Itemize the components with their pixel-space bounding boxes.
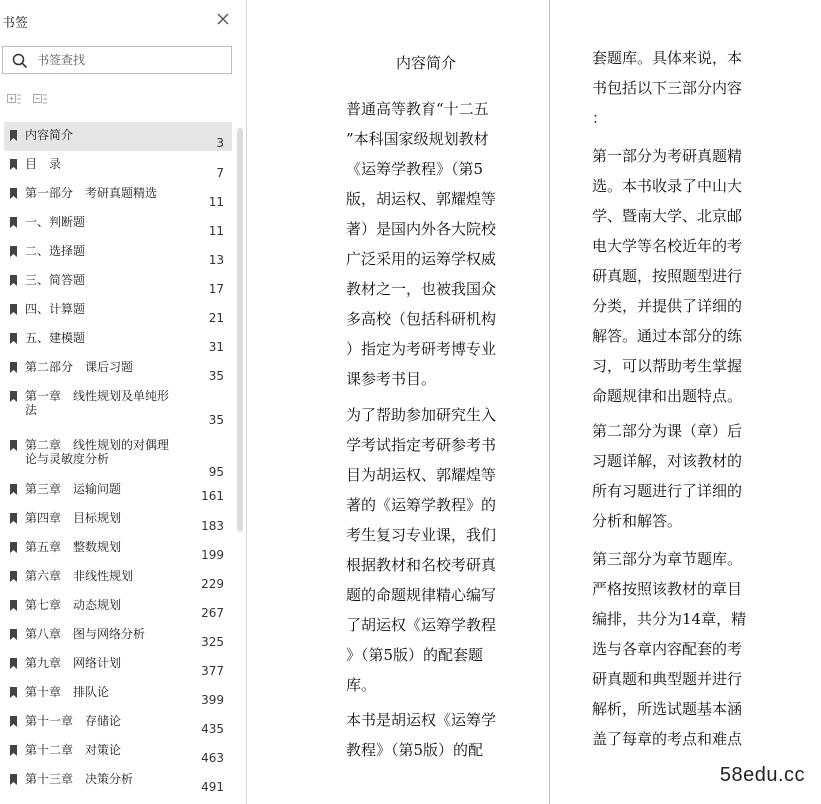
bookmark-label: 第十三章 决策分析 [25,772,134,786]
bookmark-icon [10,440,17,451]
bookmark-panel-title: 书签 [2,16,29,31]
bookmark-page-number: 11 [208,195,224,209]
bookmark-page-number: 13 [208,253,224,267]
bookmark-icon [10,542,17,553]
bookmark-item[interactable] [4,679,232,708]
bookmark-page-number: 199 [201,548,224,562]
paragraph: 第三部分为章节题库。 严格按照该教材的章目 编排，共分为14章，精 选与各章内容配套的考 研真题和典型题并进行 解析，所选试题基本涵 盖了每章的考点和难点 [592,550,747,748]
bookmark-label: 第十一章 存储论 [25,714,122,728]
bookmark-item[interactable] [4,505,232,534]
paragraph: 第二部分为课（章）后 习题详解，对该教材的 所有习题进行了详细的 分析和解答。 [592,422,743,530]
bookmark-item[interactable] [4,592,232,621]
bookmark-page-number: 21 [208,311,224,325]
bookmark-icon [10,275,17,286]
bookmark-icon [10,362,17,373]
bookmark-item[interactable] [4,238,232,267]
bookmark-label: 第三章 运输问题 [25,482,122,496]
bookmark-icon [10,658,17,669]
bookmark-icon [10,217,17,228]
bookmark-page-number: 399 [201,693,224,707]
bookmark-icon [10,600,17,611]
bookmark-item[interactable] [4,621,232,650]
bookmark-item[interactable] [4,325,232,354]
bookmark-label: 二、选择题 [25,244,86,258]
bookmark-label: 第八章 图与网络分析 [25,627,146,641]
bookmark-label: 内容简介 [25,128,74,142]
bookmark-item[interactable] [4,267,232,296]
bookmark-label: 五、建模题 [25,331,86,345]
bookmark-search-box[interactable] [2,46,232,74]
bookmark-page-number: 463 [201,751,224,765]
bookmark-page-number: 17 [208,282,224,296]
bookmark-icon [10,246,17,257]
bookmark-label: 一、判断题 [25,215,86,229]
bookmark-page-number: 35 [208,369,224,383]
bookmark-label: 第一章 线性规划及单纯形法 [25,389,170,417]
bookmark-label: 第十章 排队论 [25,685,110,699]
bookmark-page-number: 183 [201,519,224,533]
bookmark-label: 第七章 动态规划 [25,598,122,612]
document-page-left [251,0,550,804]
bookmark-label: 第四章 目标规划 [25,511,122,525]
bookmark-item[interactable] [4,737,232,766]
bookmark-label: 目 录 [25,157,62,171]
bookmark-label: 第九章 网络计划 [25,656,122,670]
bookmark-item[interactable] [4,151,232,180]
bookmark-icon [10,130,17,141]
paragraph: 本书是胡运权《运筹学 教程》（第5版）的配 [346,711,497,759]
bookmark-page-number: 267 [201,606,224,620]
bookmark-page-number: 11 [208,224,224,238]
bookmark-label: 四、计算题 [25,302,86,316]
bookmark-page-number: 325 [201,635,224,649]
bookmark-item[interactable] [4,296,232,325]
paragraph: 第一部分为考研真题精 选。本书收录了中山大 学、暨南大学、北京邮 电大学等名校近年的考 研真题，按照题型进行 分类，并提供了详细的 解答。通过本部分的练 习，可以帮助考生掌握 命题规律和出题特点。 [592,147,743,405]
bookmark-icon [10,774,17,785]
bookmark-item[interactable] [4,563,232,592]
bookmark-label: 三、简答题 [25,273,86,287]
bookmark-search-input[interactable] [37,50,225,70]
watermark: 58edu.cc [719,764,805,786]
paragraph: 普通高等教育“十二五 ”本科国家级规划教材 《运筹学教程》（第5 版，胡运权、郭耀煌等 著）是国内外各大院校 广泛采用的运筹学权威 教材之一，也被我国众 多高校（包括科研机构 ）指定为考研考博专业 课参考书目。 [346,100,497,388]
bookmark-label: 第一部分 考研真题精选 [25,186,158,200]
close-icon[interactable] [214,10,232,28]
bookmark-label: 第六章 非线性规划 [25,569,134,583]
bookmark-icon [10,391,17,402]
bookmark-label: 第五章 整数规划 [25,540,122,554]
bookmark-icon [10,571,17,582]
bookmark-item[interactable] [4,209,232,238]
bookmark-page-number: 161 [201,489,224,503]
bookmark-label: 第二章 线性规划的对偶理论与灵敏度分析 [25,438,170,466]
document-page-right [551,0,821,804]
bookmark-icon [10,513,17,524]
bookmark-item[interactable] [4,708,232,737]
bookmark-item[interactable] [4,122,232,151]
bookmark-item[interactable] [4,180,232,209]
page-heading: 内容简介 [396,54,457,72]
bookmark-page-number: 35 [208,413,224,427]
bookmark-page-number: 229 [201,577,224,591]
bookmark-icon [10,745,17,756]
bookmark-panel [0,0,247,804]
bookmark-page-number: 95 [208,465,224,479]
bookmark-item[interactable] [4,354,232,383]
paragraph: 为了帮助参加研究生入 学考试指定考研参考书 目为胡运权、郭耀煌等 著的《运筹学教程》的 考生复习专业课，我们 根据教材和名校考研真 题的命题规律精心编写 了胡运权《运筹学教程 》（第5版）的配套题 库。 [346,406,497,694]
search-icon [12,53,28,69]
bookmark-item[interactable] [4,766,232,795]
bookmark-icon [10,304,17,315]
bookmark-label: 第二部分 课后习题 [25,360,134,374]
bookmark-page-number: 377 [201,664,224,678]
expand-all-icon[interactable] [6,91,22,107]
bookmark-page-number: 491 [201,780,224,794]
bookmark-item[interactable] [4,476,232,505]
bookmark-icon [10,716,17,727]
sidebar-scrollbar[interactable] [237,128,243,532]
bookmark-icon [10,629,17,640]
bookmark-icon [10,188,17,199]
bookmark-label: 第十二章 对策论 [25,743,122,757]
bookmark-icon [10,159,17,170]
bookmark-item[interactable] [4,650,232,679]
collapse-all-icon[interactable] [32,91,48,107]
bookmark-icon [10,333,17,344]
bookmark-page-number: 3 [216,136,224,150]
bookmark-icon [10,484,17,495]
bookmark-page-number: 7 [216,166,224,180]
paragraph: 套题库。具体来说，本 书包括以下三部分内容 ： [592,49,743,127]
bookmark-item[interactable] [4,432,232,479]
bookmark-icon [10,687,17,698]
bookmark-page-number: 31 [208,340,224,354]
bookmark-item[interactable] [4,534,232,563]
bookmark-page-number: 435 [201,722,224,736]
bookmark-item[interactable] [4,383,232,432]
